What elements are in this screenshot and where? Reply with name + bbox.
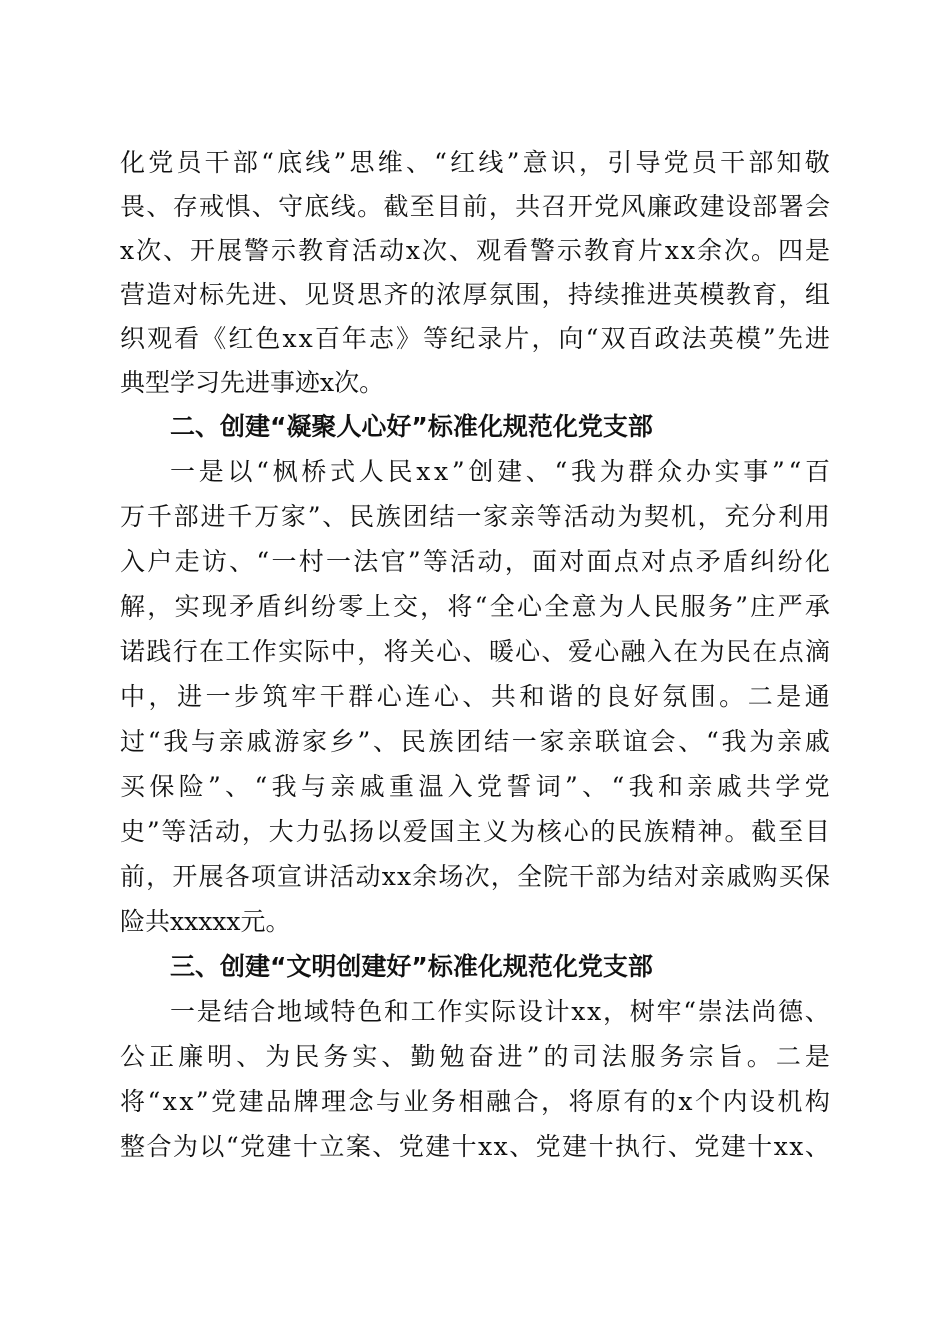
line-text: 史 ” 等 活 动 ， 大 力 弘 扬 以 爱 国 主 义 为 核 心 的 民 族 精 神 。 截 至 目 <box>120 817 830 846</box>
line-text: 诺 践 行 在 工 作 实 际 中 ， 将 关 心 、 暖 心 、 爱 心 融 入 在 为 民 在 点 滴 <box>120 637 830 666</box>
section-heading-3 <box>0 945 950 989</box>
line-text: 万 千 部 进 千 万 家 ” 、 民 族 团 结 一 家 亲 等 活 动 为 契 机 ， 充 分 利 用 <box>120 502 830 531</box>
text-line-3 <box>0 229 950 273</box>
line-text: 前 ， 开 展 各 项 宣 讲 活 动 x x 余 场 次 ， 全 院 干 部 为 结 对 亲 戚 购 买 保 <box>120 862 830 891</box>
line-text: 典型学习先进事迹x次。 <box>120 368 385 397</box>
section-heading-2 <box>0 405 950 449</box>
text-line-15 <box>0 765 950 809</box>
text-line-9 <box>0 495 950 539</box>
text-line-6 <box>0 361 950 405</box>
text-line-2 <box>0 185 950 229</box>
line-text: 整 合 为 以 “ 党 建 十 立 案 、 党 建 十 x x 、 党 建 十 执 行 、 党 建 十 x x 、 <box>120 1132 830 1161</box>
text-line-13 <box>0 675 950 719</box>
text-line-14 <box>0 720 950 764</box>
line-text: 入 户 走 访 、 “ 一 村 一 法 官 ” 等 活 动 ， 面 对 面 点 对 点 矛 盾 纠 纷 化 <box>120 547 830 576</box>
text-line-8 <box>0 450 950 494</box>
line-text: 营 造 对 标 先 进 、 见 贤 思 齐 的 浓 厚 氛 围 ， 持 续 推 进 英 模 教 育 ， 组 <box>120 280 830 309</box>
heading-text: 二、创建“凝聚人心好”标准化规范化党支部 <box>170 412 653 441</box>
line-text: 织 观 看 《 红 色 x x 百 年 志 》 等 纪 录 片 ， 向 “ 双 百 政 法 英 模 ” 先 进 <box>120 324 830 353</box>
heading-text: 三、创建“文明创建好”标准化规范化党支部 <box>170 952 653 981</box>
line-text: 过 “ 我 与 亲 戚 游 家 乡 ” 、 民 族 团 结 一 家 亲 联 谊 会 、 “ 我 为 亲 戚 <box>120 727 830 756</box>
text-line-10 <box>0 540 950 584</box>
text-line-18 <box>0 900 950 944</box>
text-line-5 <box>0 317 950 361</box>
text-line-21 <box>0 1035 950 1079</box>
line-text: 解 ， 实 现 矛 盾 纠 纷 零 上 交 ， 将 “ 全 心 全 意 为 人 民 服 务 ” 庄 严 承 <box>120 592 830 621</box>
text-line-4 <box>0 273 950 317</box>
text-line-22 <box>0 1080 950 1124</box>
line-text: 买 保 险 ” 、 “ 我 与 亲 戚 重 温 入 党 誓 词 ” 、 “ 我 和 亲 戚 共 学 党 <box>120 772 830 801</box>
text-line-23 <box>0 1125 950 1169</box>
line-text: 中 ， 进 一 步 筑 牢 干 群 心 连 心 、 共 和 谐 的 良 好 氛 围 。 二 是 通 <box>120 682 830 711</box>
text-line-11 <box>0 585 950 629</box>
text-line-17 <box>0 855 950 899</box>
line-text: 险共xxxxx元。 <box>120 907 291 936</box>
line-text: 化 党 员 干 部 “ 底 线 ” 思 维 、 “ 红 线 ” 意 识 ， 引 导 党 员 干 部 知 敬 <box>120 148 830 177</box>
text-line-1 <box>0 141 950 185</box>
text-line-20 <box>0 990 950 1034</box>
text-line-16 <box>0 810 950 854</box>
line-text: 公 正 廉 明 、 为 民 务 实 、 勤 勉 奋 进 ” 的 司 法 服 务 宗 旨 。 二 是 <box>120 1042 830 1071</box>
line-text: 将 “ x x ” 党 建 品 牌 理 念 与 业 务 相 融 合 ， 将 原 有 的 x 个 内 设 机 构 <box>120 1087 830 1116</box>
line-text: x 次 、 开 展 警 示 教 育 活 动 x 次 、 观 看 警 示 教 育 片 x x 余 次 。 四 是 <box>120 236 830 265</box>
line-text: 一 是 结 合 地 域 特 色 和 工 作 实 际 设 计 x x ， 树 牢 “ 崇 法 尚 德 、 <box>170 997 830 1026</box>
line-text: 畏 、 存 戒 惧 、 守 底 线 。 截 至 目 前 ， 共 召 开 党 风 廉 政 建 设 部 署 会 <box>120 192 830 221</box>
text-line-12 <box>0 630 950 674</box>
line-text: 一 是 以 “ 枫 桥 式 人 民 x x ” 创 建 、 “ 我 为 群 众 办 实 事 ” “ 百 <box>170 457 830 486</box>
